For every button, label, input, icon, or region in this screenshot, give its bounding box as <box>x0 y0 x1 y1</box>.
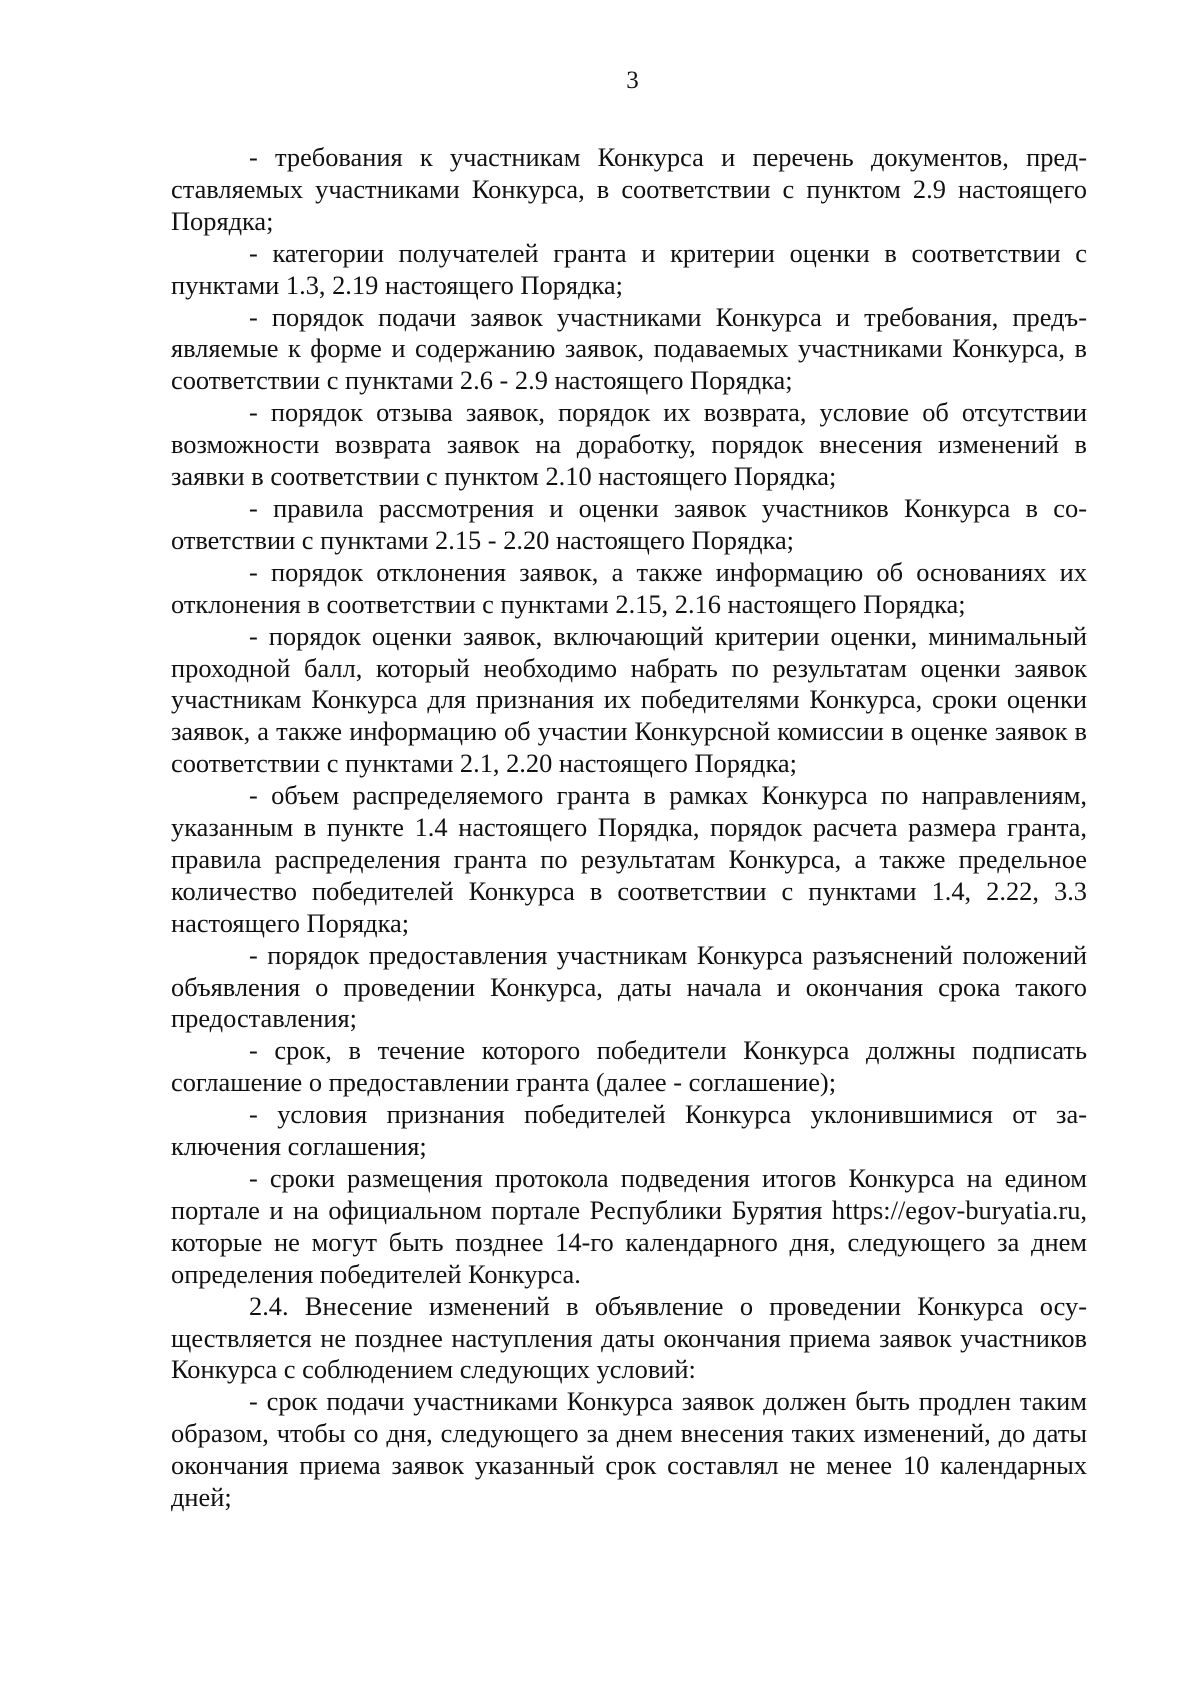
paragraph-application-submission-order: - порядок подачи заявок участниками Конкурса и требования, предъявляемые к форме и содержанию заявок, подаваемых участниками Конкурса, в соответствии с пунктами 2.6 - 2.9 настоящего Порядка; <box>171 301 1087 396</box>
paragraph-agreement-deadline: - срок, в течение которого победители Конкурса должны подписать соглашение о предоставлении гранта (далее - соглашение); <box>171 1035 1087 1098</box>
paragraph-grant-volume: - объем распределяемого гранта в рамках Конкурса по направлениям, указанным в пункте 1.4 настоящего Порядка, порядок расчета размера гранта, правила распределения гранта по результатам Конкурса, а также предельное количество победителей Конкурса в соответствии с пунктами 1.4, 2.22, 3.3 настоящего Порядка; <box>171 780 1087 938</box>
paragraph-evasion-conditions: - условия признания победителей Конкурса уклонившимися от заключения соглашения; <box>171 1099 1087 1162</box>
paragraph-application-withdrawal-order: - порядок отзыва заявок, порядок их возврата, условие об отсутствии возможности возврата заявок на доработку, порядок внесения изменений в заявки в соответствии с пунктом 2.10 настоящего Порядка; <box>171 397 1087 492</box>
paragraph-deadline-extension: - срок подачи участниками Конкурса заявок должен быть продлен таким образом, чтобы со дня, следующего за днем внесения таких изменений, до даты окончания приема заявок указанный срок составлял не менее 10 календарных дней; <box>171 1386 1087 1513</box>
paragraph-clarification-order: - порядок предоставления участникам Конкурса разъяснений положений объявления о проведении Конкурса, даты начала и окончания срока такого предоставления; <box>171 939 1087 1034</box>
document-body <box>171 142 1087 1514</box>
paragraph-participant-requirements: - требования к участникам Конкурса и перечень документов, представляемых участниками Конкурса, в соответствии с пунктом 2.9 настоящего Порядка; <box>171 142 1087 236</box>
page-number: 3 <box>626 67 639 94</box>
paragraph-section-2-4: 2.4. Внесение изменений в объявление о проведении Конкурса осуществляется не позднее наступления даты окончания приема заявок участников Конкурса с соблюдением следующих условий: <box>171 1290 1087 1385</box>
paragraph-evaluation-order: - порядок оценки заявок, включающий критерии оценки, минимальный проходной балл, который необходимо набрать по результатам оценки заявок участникам Конкурса для признания их победителями Конкурса, сроки оценки заявок, а также информацию об участии Конкурсной комиссии в оценке заявок в соответствии с пунктами 2.1, 2.20 настоящего Порядка; <box>171 620 1087 779</box>
paragraph-review-rules: - правила рассмотрения и оценки заявок участников Конкурса в соответствии с пунктами 2.15 - 2.20 настоящего Порядка; <box>171 492 1087 555</box>
paragraph-protocol-publication: - сроки размещения протокола подведения итогов Конкурса на едином портале и на официальном портале Республики Бурятия https://egov-buryatia.ru, которые не могут быть позднее 14-го календарного дня, следующего за днем определения победителей Конкурса. <box>171 1163 1087 1289</box>
paragraph-rejection-order: - порядок отклонения заявок, а также информацию об основаниях их отклонения в соответствии с пунктами 2.15, 2.16 настоящего Порядка; <box>171 556 1087 619</box>
paragraph-grant-recipient-categories: - категории получателей гранта и критерии оценки в соответствии с пунктами 1.3, 2.19 настоящего Порядка; <box>171 237 1087 300</box>
